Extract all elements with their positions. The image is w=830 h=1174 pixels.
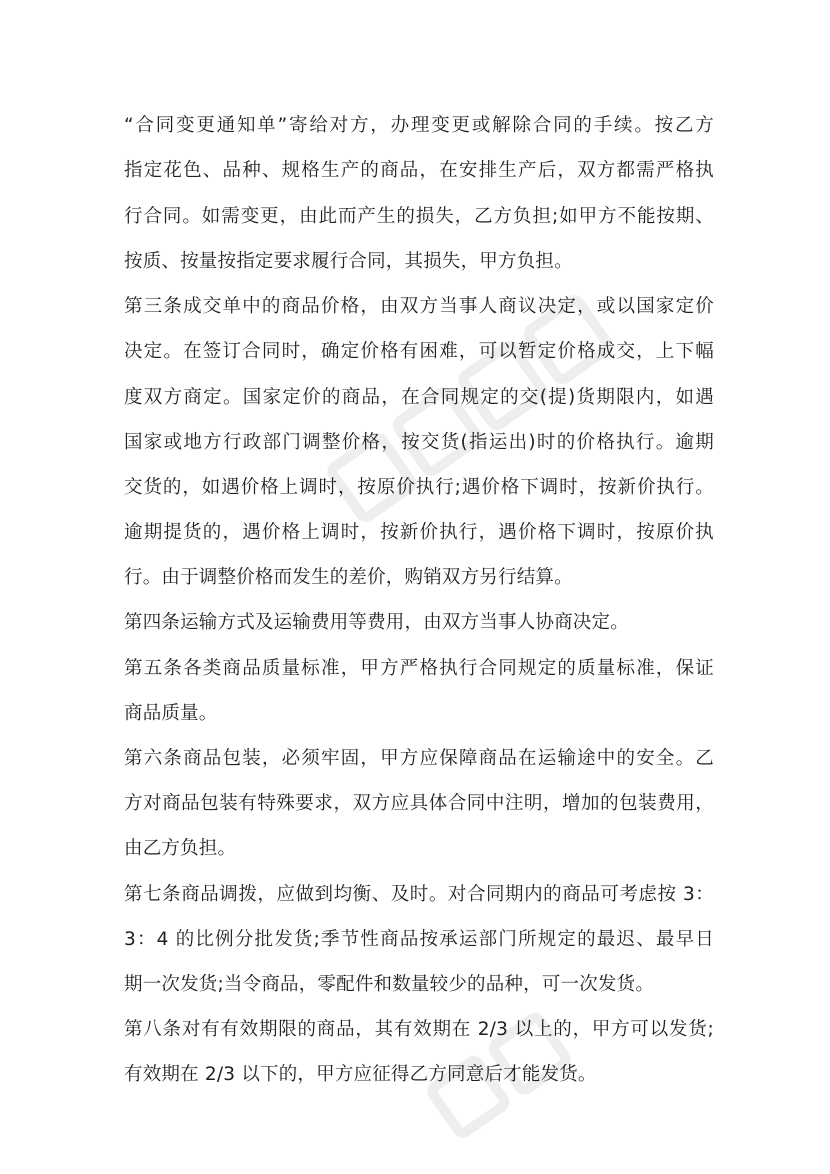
- text-line: 逾期提货的，遇价格上调时，按新价执行，遇价格下调时，按原价执: [124, 522, 714, 543]
- text-line: 第七条商品调拨，应做到均衡、及时。对合同期内的商品可考虑按 3：: [124, 884, 714, 905]
- text-line: 度双方商定。国家定价的商品，在合同规定的交(提)货期限内，如遇: [124, 387, 714, 408]
- text-line: 国家或地方行政部门调整价格，按交货(指运出)时的价格执行。逾期: [124, 432, 714, 453]
- text-line: 有效期在 2/3 以下的，甲方应征得乙方同意后才能发货。: [124, 1064, 597, 1085]
- text-line: 按质、按量按指定要求履行合同，其损失，甲方负担。: [124, 251, 573, 272]
- text-line: 方对商品包装有特殊要求，双方应具体合同中注明，增加的包装费用，: [124, 793, 714, 814]
- text-line: 决定。在签订合同时，确定价格有困难，可以暂定价格成交，上下幅: [124, 341, 714, 362]
- text-line: 第八条对有有效期限的商品，其有效期在 2/3 以上的，甲方可以发货;: [124, 1019, 714, 1040]
- text-line: 由乙方负担。: [124, 838, 237, 859]
- text-line: 3：4 的比例分批发货;季节性商品按承运部门所规定的最迟、最早日: [124, 929, 714, 950]
- text-line: “合同变更通知单”寄给对方，办理变更或解除合同的手续。按乙方: [124, 115, 714, 136]
- text-line: 第三条成交单中的商品价格，由双方当事人商议决定，或以国家定价: [124, 296, 714, 317]
- text-line: 行。由于调整价格而发生的差价，购销双方另行结算。: [124, 567, 573, 588]
- text-line: 期一次发货;当令商品，零配件和数量较少的品种，可一次发货。: [124, 974, 655, 995]
- text-line: 商品质量。: [124, 703, 218, 724]
- text-line: 第五条各类商品质量标准，甲方严格执行合同规定的质量标准，保证: [124, 658, 714, 679]
- text-line: 第四条运输方式及运输费用等费用，由双方当事人协商决定。: [124, 612, 629, 633]
- text-line: 第六条商品包装，必须牢固，甲方应保障商品在运输途中的安全。乙: [124, 748, 714, 769]
- text-line: 指定花色、品种、规格生产的商品，在安排生产后，双方都需严格执: [124, 160, 714, 181]
- text-line: 交货的，如遇价格上调时，按原价执行;遇价格下调时，按新价执行。: [124, 477, 714, 498]
- text-line: 行合同。如需变更，由此而产生的损失，乙方负担;如甲方不能按期、: [124, 206, 714, 227]
